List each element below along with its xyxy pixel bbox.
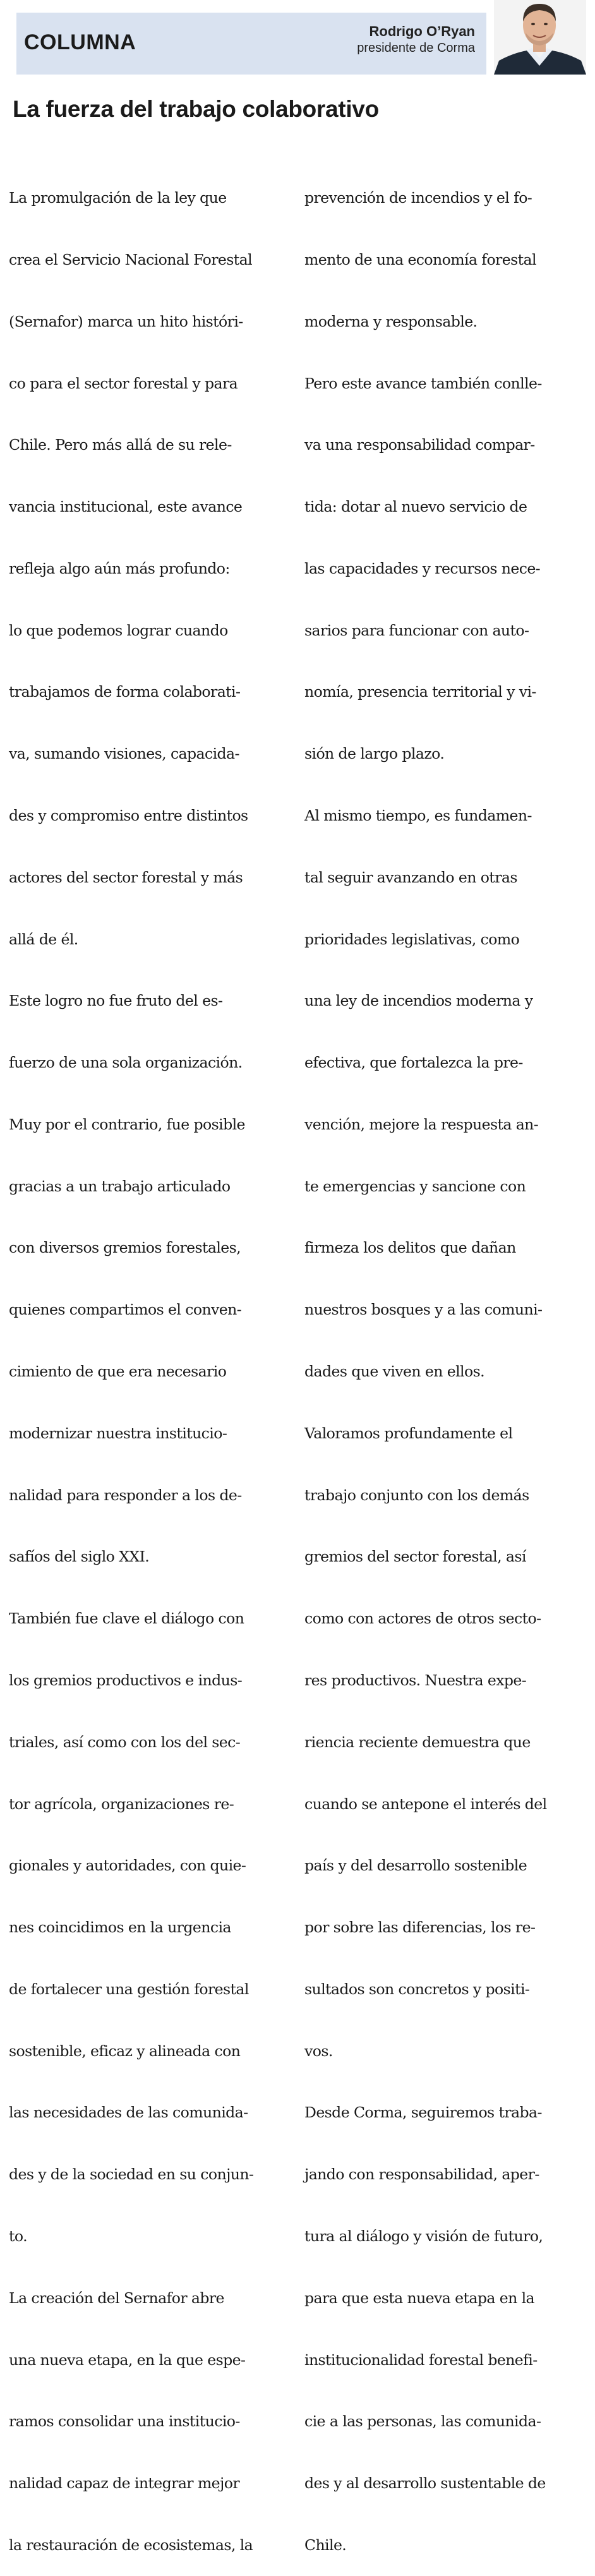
author-portrait-illustration <box>494 0 586 75</box>
left-line: lo que podemos lograr cuando <box>9 621 228 639</box>
byline <box>357 23 475 56</box>
right-line: te emergencias y sancione con <box>304 1177 526 1195</box>
left-line: Chile. Pero más allá de su rele- <box>9 436 232 454</box>
left-line: gracias a un trabajo articulado <box>9 1177 231 1195</box>
left-line: allá de él. <box>9 930 78 948</box>
left-line: cimiento de que era necesario <box>9 1363 227 1381</box>
right-line: Valoramos profundamente el <box>304 1424 513 1442</box>
left-line: va, sumando visiones, capacida- <box>9 745 239 763</box>
left-line: nalidad para responder a los de- <box>9 1486 242 1504</box>
right-line: cie a las personas, las comunida- <box>304 2412 541 2431</box>
right-line: vención, mejore la respuesta an- <box>304 1115 539 1133</box>
right-line: Chile. <box>304 2536 347 2554</box>
left-line: con diversos gremios forestales, <box>9 1239 241 1257</box>
left-line: gionales y autoridades, con quie- <box>9 1857 246 1875</box>
right-line: vos. <box>304 2042 333 2060</box>
right-line: des y al desarrollo sustentable de <box>304 2474 546 2493</box>
right-line: cuando se antepone el interés del <box>304 1795 547 1813</box>
right-line: nomía, presencia territorial y vi- <box>304 683 536 701</box>
right-line: va una responsabilidad compar- <box>304 436 535 454</box>
left-line: la restauración de ecosistemas, la <box>9 2536 253 2554</box>
right-line: res productivos. Nuestra expe- <box>304 1671 527 1689</box>
left-line: los gremios productivos e indus- <box>9 1671 243 1689</box>
right-line: las capacidades y recursos nece- <box>304 559 541 577</box>
left-line: refleja algo aún más profundo: <box>9 559 230 577</box>
left-line: Este logro no fue fruto del es- <box>9 992 223 1010</box>
right-line: moderna y responsable. <box>304 312 478 330</box>
right-line: tal seguir avanzando en otras <box>304 868 517 886</box>
right-line: jando con responsabilidad, aper- <box>304 2165 539 2184</box>
left-line: quienes compartimos el conven- <box>9 1301 242 1319</box>
right-line: prevención de incendios y el fo- <box>304 189 532 207</box>
left-line: nes coincidimos en la urgencia <box>9 1918 231 1937</box>
left-line: des y de la sociedad en su conjun- <box>9 2165 254 2184</box>
right-line: como con actores de otros secto- <box>304 1610 541 1628</box>
right-line: tida: dotar al nuevo servicio de <box>304 498 527 516</box>
left-line: crea el Servicio Nacional Forestal <box>9 250 253 268</box>
left-line: La promulgación de la ley que <box>9 189 227 207</box>
right-line: trabajo conjunto con los demás <box>304 1486 529 1504</box>
author-portrait <box>494 0 586 75</box>
right-line: efectiva, que fortalezca la pre- <box>304 1054 523 1072</box>
right-line: firmeza los delitos que dañan <box>304 1239 516 1257</box>
left-line: tor agrícola, organizaciones re- <box>9 1795 234 1813</box>
author-name: Rodrigo O’Ryan <box>369 23 475 39</box>
right-line: tura al diálogo y visión de futuro, <box>304 2227 543 2245</box>
column-header-band <box>16 13 486 75</box>
right-line: gremios del sector forestal, así <box>304 1548 526 1566</box>
right-line: por sobre las diferencias, los re- <box>304 1918 536 1937</box>
section-label: COLUMNA <box>24 30 136 54</box>
left-line: trabajamos de forma colaborati- <box>9 683 241 701</box>
right-line: dades que viven en ellos. <box>304 1363 484 1381</box>
author-role: presidente de Corma <box>357 41 475 55</box>
left-line: vancia institucional, este avance <box>9 498 243 516</box>
left-line: las necesidades de las comunida- <box>9 2104 248 2122</box>
left-line: nalidad capaz de integrar mejor <box>9 2474 240 2493</box>
left-line: una nueva etapa, en la que espe- <box>9 2350 246 2369</box>
left-line: des y compromiso entre distintos <box>9 807 248 824</box>
left-line: (Sernafor) marca un hito históri- <box>9 312 243 330</box>
left-line: La creación del Sernafor abre <box>9 2289 224 2307</box>
right-line: país y del desarrollo sostenible <box>304 1857 527 1875</box>
right-line: sarios para funcionar con auto- <box>304 621 529 639</box>
right-line: prioridades legislativas, como <box>304 930 520 948</box>
left-line: También fue clave el diálogo con <box>9 1610 244 1628</box>
right-line: nuestros bosques y a las comuni- <box>304 1301 543 1319</box>
left-line: actores del sector forestal y más <box>9 868 243 886</box>
right-line: sultados son concretos y positi- <box>304 1980 530 1998</box>
right-line: una ley de incendios moderna y <box>304 992 533 1010</box>
right-line: Al mismo tiempo, es fundamen- <box>304 807 532 824</box>
left-line: modernizar nuestra institucio- <box>9 1424 227 1442</box>
left-line: ramos consolidar una institucio- <box>9 2412 240 2431</box>
left-line: to. <box>9 2227 27 2245</box>
right-line: mento de una economía forestal <box>304 250 536 268</box>
right-line: Pero este avance también conlle- <box>304 374 542 392</box>
left-line: triales, así como con los del sec- <box>9 1733 241 1751</box>
article-headline: La fuerza del trabajo colaborativo <box>13 96 379 122</box>
right-line: Desde Corma, seguiremos traba- <box>304 2104 542 2122</box>
left-line: de fortalecer una gestión forestal <box>9 1980 249 1998</box>
left-line: Muy por el contrario, fue posible <box>9 1115 245 1133</box>
left-line: safíos del siglo XXI. <box>9 1548 150 1566</box>
left-line: fuerzo de una sola organización. <box>9 1054 243 1072</box>
article-right-column <box>304 147 582 2576</box>
left-line: co para el sector forestal y para <box>9 374 238 392</box>
right-line: institucionalidad forestal benefi- <box>304 2350 538 2369</box>
right-line: para que esta nueva etapa en la <box>304 2289 534 2307</box>
article-left-column <box>9 147 287 2576</box>
right-line: riencia reciente demuestra que <box>304 1733 531 1751</box>
left-line: sostenible, eficaz y alineada con <box>9 2042 241 2060</box>
right-line: sión de largo plazo. <box>304 745 445 763</box>
